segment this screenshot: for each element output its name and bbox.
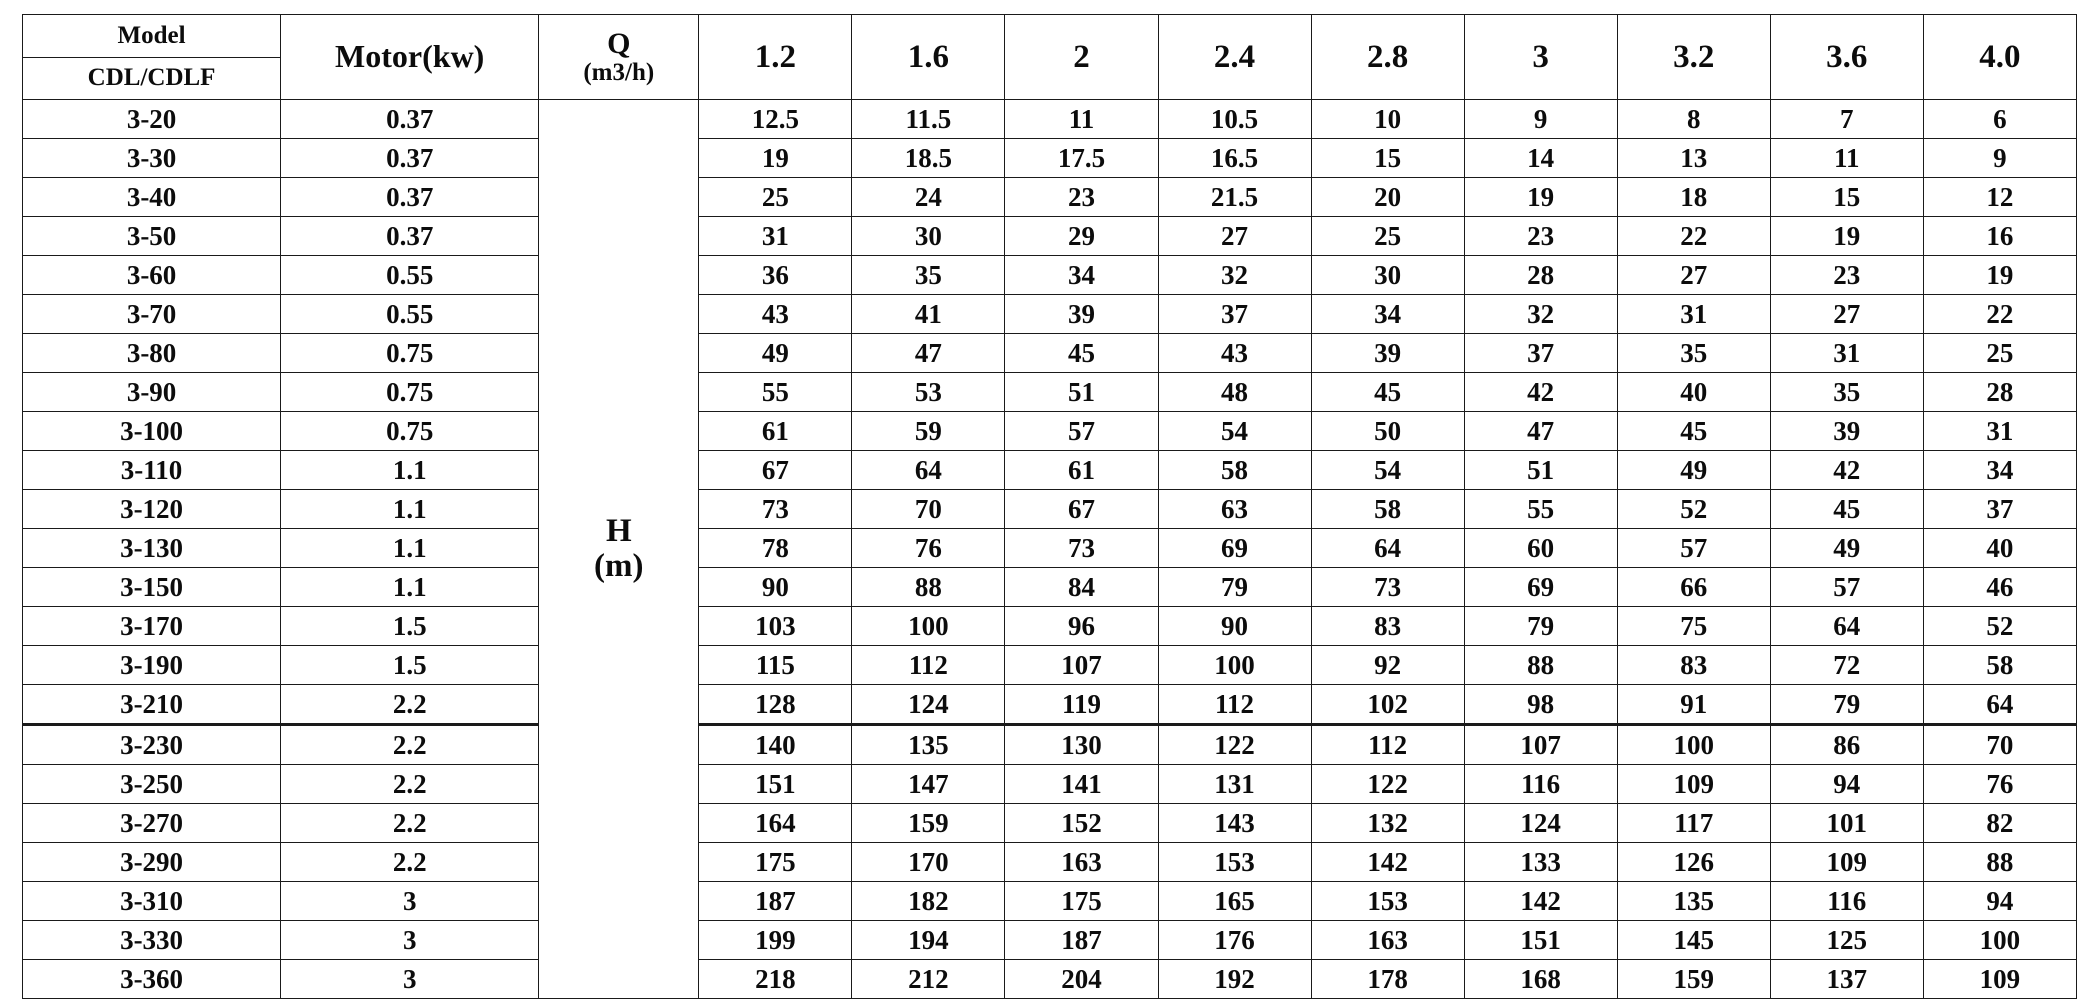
cell-head-value: 168: [1464, 960, 1617, 999]
cell-head-value: 41: [852, 295, 1005, 334]
cell-motor: 1.1: [281, 451, 539, 490]
cell-head-value: 43: [1158, 334, 1311, 373]
cell-head-value: 94: [1923, 882, 2076, 921]
table-row: [23, 843, 2077, 882]
cell-head-value: 141: [1005, 765, 1158, 804]
cell-head-value: 11: [1005, 100, 1158, 139]
cell-head-value: 64: [1923, 685, 2076, 725]
cell-head-value: 133: [1464, 843, 1617, 882]
table-row: [23, 256, 2077, 295]
cell-head-value: 175: [699, 843, 852, 882]
cell-head-value: 27: [1617, 256, 1770, 295]
cell-model: 3-120: [23, 490, 281, 529]
cell-head-value: 15: [1770, 178, 1923, 217]
cell-model: 3-170: [23, 607, 281, 646]
cell-head-value: 69: [1464, 568, 1617, 607]
cell-head-value: 18.5: [852, 139, 1005, 178]
cell-head-value: 163: [1311, 921, 1464, 960]
cell-head-value: 53: [852, 373, 1005, 412]
cell-head-value: 32: [1464, 295, 1617, 334]
cell-model: 3-50: [23, 217, 281, 256]
cell-head-axis: [539, 100, 699, 999]
table-row: [23, 451, 2077, 490]
cell-model: 3-130: [23, 529, 281, 568]
cell-head-value: 75: [1617, 607, 1770, 646]
cell-model: 3-360: [23, 960, 281, 999]
cell-head-value: 92: [1311, 646, 1464, 685]
cell-head-value: 72: [1770, 646, 1923, 685]
cell-model: 3-30: [23, 139, 281, 178]
table-row: [23, 295, 2077, 334]
cell-head-value: 57: [1770, 568, 1923, 607]
cell-head-value: 35: [1770, 373, 1923, 412]
cell-head-value: 79: [1158, 568, 1311, 607]
cell-head-value: 100: [1923, 921, 2076, 960]
cell-head-value: 182: [852, 882, 1005, 921]
cell-head-value: 37: [1923, 490, 2076, 529]
cell-head-value: 40: [1617, 373, 1770, 412]
cell-head-value: 187: [699, 882, 852, 921]
cell-head-value: 126: [1617, 843, 1770, 882]
cell-motor: 2.2: [281, 725, 539, 765]
table-row: [23, 685, 2077, 725]
cell-model: 3-290: [23, 843, 281, 882]
cell-head-value: 98: [1464, 685, 1617, 725]
cell-head-value: 20: [1311, 178, 1464, 217]
cell-head-value: 28: [1464, 256, 1617, 295]
cell-head-value: 100: [1158, 646, 1311, 685]
cell-head-value: 178: [1311, 960, 1464, 999]
cell-motor: 3: [281, 960, 539, 999]
cell-head-value: 159: [1617, 960, 1770, 999]
table-row: [23, 100, 2077, 139]
cell-motor: 1.1: [281, 490, 539, 529]
cell-head-value: 42: [1770, 451, 1923, 490]
cell-head-value: 70: [852, 490, 1005, 529]
table-row: [23, 217, 2077, 256]
cell-head-value: 30: [1311, 256, 1464, 295]
cell-head-value: 159: [852, 804, 1005, 843]
cell-head-value: 37: [1158, 295, 1311, 334]
cell-motor: 0.75: [281, 412, 539, 451]
cell-motor: 2.2: [281, 843, 539, 882]
header-flow-3: 2: [1005, 15, 1158, 100]
cell-head-value: 16.5: [1158, 139, 1311, 178]
table-row: [23, 139, 2077, 178]
cell-head-value: 153: [1158, 843, 1311, 882]
cell-motor: 0.37: [281, 139, 539, 178]
cell-head-value: 54: [1311, 451, 1464, 490]
cell-head-value: 37: [1464, 334, 1617, 373]
cell-head-value: 90: [699, 568, 852, 607]
cell-model: 3-100: [23, 412, 281, 451]
header-model-top: Model: [23, 15, 281, 58]
cell-motor: 0.37: [281, 178, 539, 217]
cell-head-value: 59: [852, 412, 1005, 451]
cell-head-value: 23: [1770, 256, 1923, 295]
header-flow-2: 1.6: [852, 15, 1005, 100]
cell-head-value: 107: [1464, 725, 1617, 765]
cell-head-value: 39: [1770, 412, 1923, 451]
cell-model: 3-90: [23, 373, 281, 412]
cell-motor: 0.37: [281, 100, 539, 139]
cell-head-value: 39: [1005, 295, 1158, 334]
cell-head-value: 187: [1005, 921, 1158, 960]
cell-head-value: 124: [1464, 804, 1617, 843]
cell-head-value: 17.5: [1005, 139, 1158, 178]
cell-motor: 3: [281, 882, 539, 921]
cell-head-value: 19: [1770, 217, 1923, 256]
cell-head-value: 54: [1158, 412, 1311, 451]
cell-motor: 0.37: [281, 217, 539, 256]
cell-head-value: 23: [1464, 217, 1617, 256]
head-unit: (m): [594, 548, 644, 584]
cell-head-value: 153: [1311, 882, 1464, 921]
cell-head-value: 34: [1923, 451, 2076, 490]
cell-head-value: 76: [852, 529, 1005, 568]
cell-head-value: 101: [1770, 804, 1923, 843]
cell-head-value: 23: [1005, 178, 1158, 217]
cell-motor: 0.75: [281, 373, 539, 412]
cell-motor: 2.2: [281, 685, 539, 725]
cell-model: 3-40: [23, 178, 281, 217]
table-row: [23, 178, 2077, 217]
cell-head-value: 100: [1617, 725, 1770, 765]
cell-head-value: 42: [1464, 373, 1617, 412]
cell-model: 3-110: [23, 451, 281, 490]
cell-head-value: 60: [1464, 529, 1617, 568]
cell-motor: 1.1: [281, 529, 539, 568]
cell-motor: 2.2: [281, 804, 539, 843]
cell-head-value: 109: [1617, 765, 1770, 804]
cell-head-value: 19: [1923, 256, 2076, 295]
cell-head-value: 67: [1005, 490, 1158, 529]
cell-model: 3-330: [23, 921, 281, 960]
cell-head-value: 18: [1617, 178, 1770, 217]
cell-head-value: 115: [699, 646, 852, 685]
cell-head-value: 86: [1770, 725, 1923, 765]
cell-model: 3-70: [23, 295, 281, 334]
cell-model: 3-250: [23, 765, 281, 804]
cell-head-value: 103: [699, 607, 852, 646]
cell-head-value: 132: [1311, 804, 1464, 843]
table-row: [23, 882, 2077, 921]
cell-head-value: 64: [1311, 529, 1464, 568]
cell-head-value: 128: [699, 685, 852, 725]
cell-head-value: 43: [699, 295, 852, 334]
cell-head-value: 11: [1770, 139, 1923, 178]
pump-performance-table: [22, 14, 2077, 999]
cell-motor: 1.5: [281, 607, 539, 646]
cell-head-value: 124: [852, 685, 1005, 725]
cell-head-value: 25: [699, 178, 852, 217]
cell-head-value: 55: [1464, 490, 1617, 529]
cell-head-value: 9: [1923, 139, 2076, 178]
table-row: [23, 373, 2077, 412]
cell-head-value: 76: [1923, 765, 2076, 804]
cell-head-value: 131: [1158, 765, 1311, 804]
cell-head-value: 19: [699, 139, 852, 178]
cell-head-value: 83: [1311, 607, 1464, 646]
cell-head-value: 73: [699, 490, 852, 529]
cell-head-value: 31: [1617, 295, 1770, 334]
cell-head-value: 49: [1770, 529, 1923, 568]
cell-head-value: 31: [1770, 334, 1923, 373]
table-row: [23, 490, 2077, 529]
cell-head-value: 35: [852, 256, 1005, 295]
cell-head-value: 117: [1617, 804, 1770, 843]
cell-motor: 0.75: [281, 334, 539, 373]
cell-head-value: 122: [1311, 765, 1464, 804]
cell-head-value: 175: [1005, 882, 1158, 921]
table-row: [23, 646, 2077, 685]
cell-head-value: 58: [1311, 490, 1464, 529]
cell-head-value: 61: [1005, 451, 1158, 490]
header-flow-6: 3: [1464, 15, 1617, 100]
cell-motor: 1.5: [281, 646, 539, 685]
cell-head-value: 45: [1770, 490, 1923, 529]
cell-motor: 3: [281, 921, 539, 960]
cell-head-value: 140: [699, 725, 852, 765]
header-flow-q: [539, 15, 699, 100]
cell-head-value: 135: [1617, 882, 1770, 921]
cell-head-value: 27: [1158, 217, 1311, 256]
cell-head-value: 58: [1158, 451, 1311, 490]
cell-head-value: 116: [1464, 765, 1617, 804]
cell-head-value: 164: [699, 804, 852, 843]
cell-head-value: 100: [852, 607, 1005, 646]
cell-head-value: 57: [1005, 412, 1158, 451]
table-body: [23, 100, 2077, 999]
cell-head-value: 6: [1923, 100, 2076, 139]
cell-head-value: 34: [1311, 295, 1464, 334]
head-symbol: H: [605, 513, 632, 550]
cell-head-value: 64: [852, 451, 1005, 490]
cell-head-value: 51: [1005, 373, 1158, 412]
cell-head-value: 21.5: [1158, 178, 1311, 217]
cell-head-value: 142: [1311, 843, 1464, 882]
cell-head-value: 79: [1770, 685, 1923, 725]
cell-head-value: 130: [1005, 725, 1158, 765]
header-flow-1: 1.2: [699, 15, 852, 100]
cell-head-value: 15: [1311, 139, 1464, 178]
cell-head-value: 176: [1158, 921, 1311, 960]
cell-head-value: 94: [1770, 765, 1923, 804]
cell-head-value: 88: [1464, 646, 1617, 685]
cell-head-value: 64: [1770, 607, 1923, 646]
cell-head-value: 96: [1005, 607, 1158, 646]
header-q-symbol: Q: [607, 27, 631, 61]
table-row: [23, 804, 2077, 843]
cell-head-value: 51: [1464, 451, 1617, 490]
cell-head-value: 12: [1923, 178, 2076, 217]
cell-head-value: 66: [1617, 568, 1770, 607]
cell-head-value: 14: [1464, 139, 1617, 178]
cell-head-value: 78: [699, 529, 852, 568]
cell-head-value: 70: [1923, 725, 2076, 765]
cell-head-value: 45: [1311, 373, 1464, 412]
header-flow-8: 3.6: [1770, 15, 1923, 100]
header-q-unit: (m3/h): [583, 58, 655, 86]
header-flow-5: 2.8: [1311, 15, 1464, 100]
table-row: [23, 921, 2077, 960]
cell-head-value: 13: [1617, 139, 1770, 178]
cell-head-value: 48: [1158, 373, 1311, 412]
cell-head-value: 16: [1923, 217, 2076, 256]
cell-head-value: 25: [1923, 334, 2076, 373]
cell-model: 3-150: [23, 568, 281, 607]
cell-model: 3-80: [23, 334, 281, 373]
cell-head-value: 52: [1923, 607, 2076, 646]
table-row: [23, 725, 2077, 765]
cell-head-value: 112: [1158, 685, 1311, 725]
cell-head-value: 45: [1617, 412, 1770, 451]
cell-motor: 1.1: [281, 568, 539, 607]
cell-head-value: 102: [1311, 685, 1464, 725]
cell-head-value: 34: [1005, 256, 1158, 295]
table-row: [23, 568, 2077, 607]
cell-head-value: 67: [699, 451, 852, 490]
cell-head-value: 192: [1158, 960, 1311, 999]
header-flow-9: 4.0: [1923, 15, 2076, 100]
cell-head-value: 35: [1617, 334, 1770, 373]
table-row: [23, 607, 2077, 646]
cell-head-value: 143: [1158, 804, 1311, 843]
cell-head-value: 88: [852, 568, 1005, 607]
header-model-bottom: CDL/CDLF: [23, 57, 281, 100]
cell-head-value: 135: [852, 725, 1005, 765]
cell-head-value: 47: [852, 334, 1005, 373]
cell-head-value: 109: [1923, 960, 2076, 999]
cell-model: 3-270: [23, 804, 281, 843]
cell-head-value: 47: [1464, 412, 1617, 451]
cell-head-value: 107: [1005, 646, 1158, 685]
table-row: [23, 960, 2077, 999]
cell-head-value: 73: [1311, 568, 1464, 607]
cell-head-value: 27: [1770, 295, 1923, 334]
cell-model: 3-230: [23, 725, 281, 765]
cell-head-value: 116: [1770, 882, 1923, 921]
header-flow-7: 3.2: [1617, 15, 1770, 100]
cell-head-value: 83: [1617, 646, 1770, 685]
cell-head-value: 8: [1617, 100, 1770, 139]
cell-head-value: 88: [1923, 843, 2076, 882]
cell-head-value: 19: [1464, 178, 1617, 217]
table-header: [23, 15, 2077, 100]
cell-head-value: 45: [1005, 334, 1158, 373]
cell-head-value: 112: [1311, 725, 1464, 765]
cell-head-value: 30: [852, 217, 1005, 256]
cell-head-value: 79: [1464, 607, 1617, 646]
cell-head-value: 109: [1770, 843, 1923, 882]
cell-head-value: 10.5: [1158, 100, 1311, 139]
cell-head-value: 49: [699, 334, 852, 373]
cell-head-value: 49: [1617, 451, 1770, 490]
table-row: [23, 529, 2077, 568]
cell-head-value: 90: [1158, 607, 1311, 646]
cell-head-value: 147: [852, 765, 1005, 804]
cell-head-value: 10: [1311, 100, 1464, 139]
cell-head-value: 24: [852, 178, 1005, 217]
cell-head-value: 50: [1311, 412, 1464, 451]
cell-head-value: 36: [699, 256, 852, 295]
cell-head-value: 137: [1770, 960, 1923, 999]
cell-head-value: 31: [699, 217, 852, 256]
cell-head-value: 22: [1617, 217, 1770, 256]
cell-head-value: 194: [852, 921, 1005, 960]
cell-head-value: 69: [1158, 529, 1311, 568]
cell-head-value: 199: [699, 921, 852, 960]
cell-head-value: 151: [1464, 921, 1617, 960]
table-row: [23, 412, 2077, 451]
cell-head-value: 163: [1005, 843, 1158, 882]
cell-head-value: 31: [1923, 412, 2076, 451]
table-row: [23, 765, 2077, 804]
cell-head-value: 9: [1464, 100, 1617, 139]
cell-head-value: 12.5: [699, 100, 852, 139]
cell-head-value: 170: [852, 843, 1005, 882]
cell-motor: 0.55: [281, 295, 539, 334]
cell-head-value: 52: [1617, 490, 1770, 529]
cell-head-value: 165: [1158, 882, 1311, 921]
cell-head-value: 204: [1005, 960, 1158, 999]
cell-head-value: 7: [1770, 100, 1923, 139]
cell-head-value: 22: [1923, 295, 2076, 334]
header-row-top: [23, 15, 2077, 58]
cell-model: 3-210: [23, 685, 281, 725]
cell-head-value: 46: [1923, 568, 2076, 607]
cell-head-value: 25: [1311, 217, 1464, 256]
cell-head-value: 91: [1617, 685, 1770, 725]
cell-head-value: 151: [699, 765, 852, 804]
cell-head-value: 55: [699, 373, 852, 412]
header-motor: Motor(kw): [281, 15, 539, 100]
cell-motor: 2.2: [281, 765, 539, 804]
cell-head-value: 40: [1923, 529, 2076, 568]
cell-head-value: 28: [1923, 373, 2076, 412]
cell-head-value: 84: [1005, 568, 1158, 607]
cell-model: 3-310: [23, 882, 281, 921]
cell-model: 3-20: [23, 100, 281, 139]
cell-head-value: 61: [699, 412, 852, 451]
cell-motor: 0.55: [281, 256, 539, 295]
cell-head-value: 218: [699, 960, 852, 999]
cell-head-value: 32: [1158, 256, 1311, 295]
cell-head-value: 125: [1770, 921, 1923, 960]
table-row: [23, 334, 2077, 373]
cell-head-value: 11.5: [852, 100, 1005, 139]
cell-head-value: 112: [852, 646, 1005, 685]
cell-head-value: 145: [1617, 921, 1770, 960]
cell-head-value: 73: [1005, 529, 1158, 568]
cell-head-value: 119: [1005, 685, 1158, 725]
cell-head-value: 39: [1311, 334, 1464, 373]
cell-model: 3-60: [23, 256, 281, 295]
cell-head-value: 82: [1923, 804, 2076, 843]
cell-head-value: 122: [1158, 725, 1311, 765]
cell-head-value: 29: [1005, 217, 1158, 256]
cell-head-value: 212: [852, 960, 1005, 999]
cell-head-value: 57: [1617, 529, 1770, 568]
cell-head-value: 152: [1005, 804, 1158, 843]
cell-head-value: 142: [1464, 882, 1617, 921]
cell-head-value: 63: [1158, 490, 1311, 529]
header-flow-4: 2.4: [1158, 15, 1311, 100]
cell-head-value: 58: [1923, 646, 2076, 685]
cell-model: 3-190: [23, 646, 281, 685]
